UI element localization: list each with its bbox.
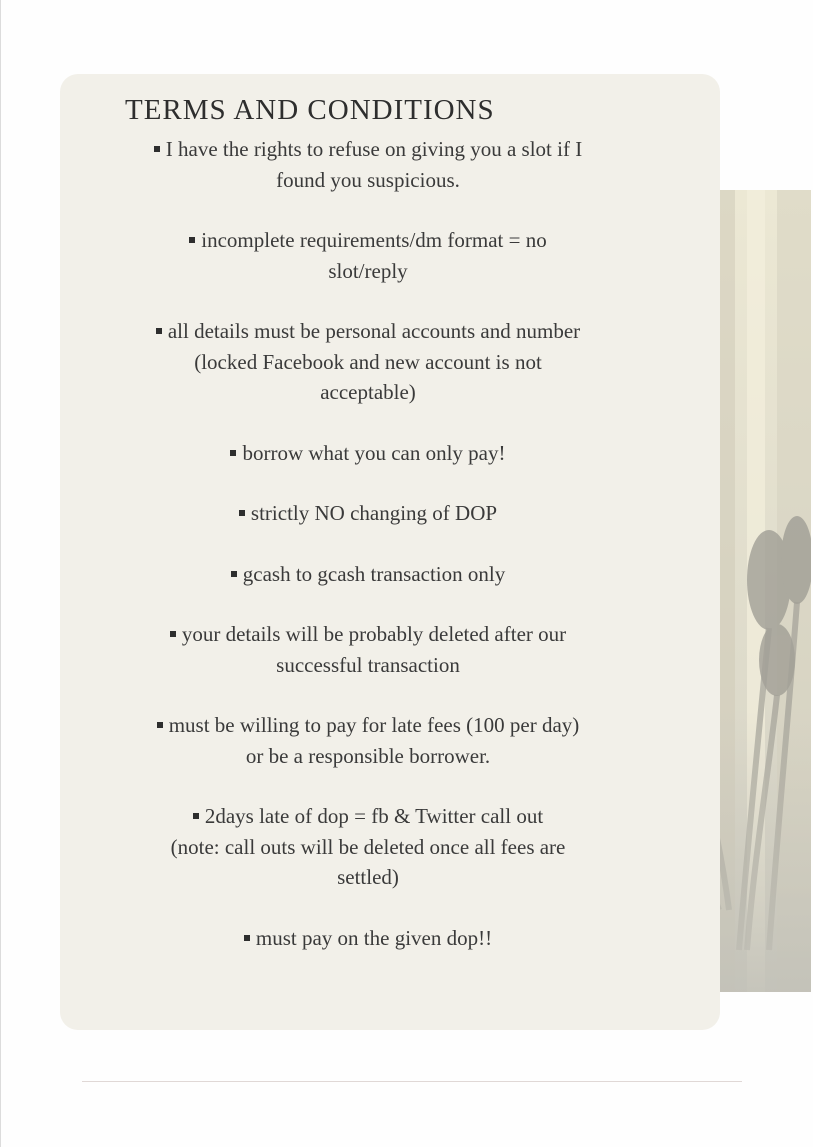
bullet-icon: [154, 146, 160, 152]
term-line: must be willing to pay for late fees (100 per day): [168, 713, 580, 737]
bullet-icon: [156, 328, 162, 334]
term-item: [64, 498, 672, 529]
bullet-icon: [239, 510, 245, 516]
term-item: [64, 559, 672, 590]
term-line: acceptable): [320, 380, 416, 404]
bullet-icon: [231, 571, 237, 577]
term-line: must pay on the given dop!!: [255, 925, 493, 950]
term-item: [64, 134, 672, 195]
term-line: borrow what you can only pay!: [242, 440, 506, 465]
bullet-icon: [189, 237, 195, 243]
terms-card: [60, 74, 720, 1030]
term-line: slot/reply: [328, 258, 408, 283]
term-line: incomplete requirements/dm format = no: [201, 228, 547, 252]
bullet-icon: [157, 722, 163, 728]
term-line: 2days late of dop = fb & Twitter call out: [204, 804, 544, 828]
footer-divider: [82, 1081, 742, 1082]
term-line: gcash to gcash transaction only: [242, 561, 506, 586]
term-item: [64, 619, 672, 680]
term-line: your details will be probably deleted after our: [181, 622, 567, 646]
term-item: [64, 801, 672, 893]
page-edge: [0, 0, 1, 1147]
term-line: or be a responsible borrower.: [245, 743, 491, 768]
term-line: settled): [337, 865, 399, 889]
page-title: TERMS AND CONDITIONS: [125, 94, 495, 126]
bullet-icon: [244, 935, 250, 941]
term-line: found you suspicious.: [276, 167, 460, 192]
term-line: all details must be personal accounts and number: [167, 319, 581, 343]
term-line: (locked Facebook and new account is not: [194, 349, 542, 374]
term-item: [64, 316, 672, 408]
terms-list: [64, 134, 672, 953]
term-line: successful transaction: [276, 652, 460, 677]
term-item: [64, 225, 672, 286]
bullet-icon: [193, 813, 199, 819]
term-item: [64, 710, 672, 771]
term-line: (note: call outs will be deleted once all fees are: [170, 834, 566, 859]
bullet-icon: [230, 450, 236, 456]
term-item: [64, 923, 672, 954]
bullet-icon: [170, 631, 176, 637]
term-item: [64, 438, 672, 469]
term-line: I have the rights to refuse on giving you a slot if I: [165, 137, 583, 161]
term-line: strictly NO changing of DOP: [250, 501, 498, 525]
